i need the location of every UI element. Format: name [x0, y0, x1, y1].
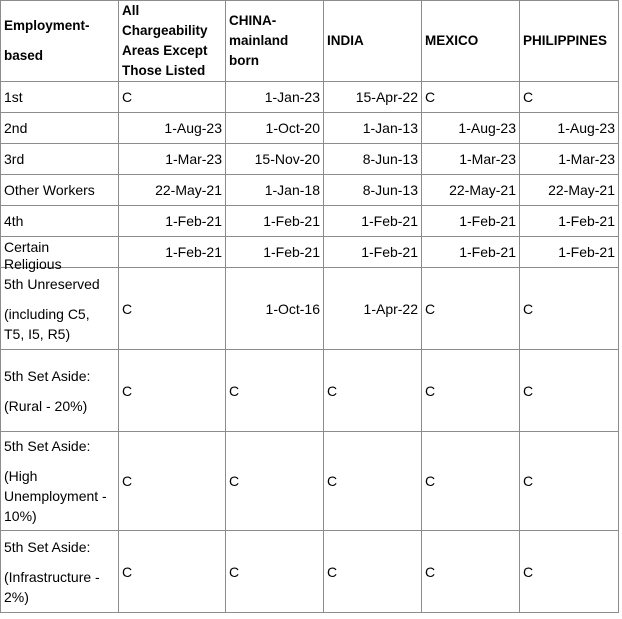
- cell-china: 1-Oct-20: [226, 113, 324, 144]
- cell-philippines: 1-Aug-23: [520, 113, 619, 144]
- category-cell: 2nd: [1, 113, 119, 144]
- category-line1: 5th Set Aside:: [4, 367, 91, 384]
- table-row: [1, 206, 619, 237]
- table-row: [1, 432, 619, 531]
- cell-india: 8-Jun-13: [324, 144, 422, 175]
- category-line2: Religious: [4, 256, 62, 272]
- table-row: [1, 531, 619, 613]
- category-line3: T5, I5, R5): [4, 325, 71, 342]
- cell-china: 1-Feb-21: [226, 237, 324, 268]
- header-category-line1: Employment-: [4, 18, 90, 33]
- cell-china: C: [226, 531, 324, 613]
- header-row: [1, 1, 619, 82]
- cell-philippines: C: [520, 432, 619, 531]
- header-all-areas-line4: Those Listed: [122, 63, 206, 78]
- category-line3: Unemployment -: [4, 488, 107, 504]
- cell-india: C: [324, 531, 422, 613]
- cell-china: 1-Oct-16: [226, 268, 324, 350]
- cell-all-areas: C: [119, 531, 226, 613]
- header-all-areas-line2: Chargeability: [122, 23, 208, 38]
- cell-china: C: [226, 432, 324, 531]
- category-cell: Other Workers: [1, 175, 119, 206]
- header-philippines: PHILIPPINES: [520, 1, 619, 82]
- cell-india: 1-Apr-22: [324, 268, 422, 350]
- table-row: [1, 144, 619, 175]
- category-cell: [1, 268, 119, 350]
- header-all-areas-line1: All: [122, 3, 140, 18]
- table-row: [1, 175, 619, 206]
- cell-india: C: [324, 432, 422, 531]
- cell-all-areas: 1-Aug-23: [119, 113, 226, 144]
- category-line2: (including C5,: [4, 305, 90, 322]
- cell-china: 1-Feb-21: [226, 206, 324, 237]
- category-cell: 3rd: [1, 144, 119, 175]
- category-line2: (Infrastructure -: [4, 568, 100, 585]
- header-china: [226, 1, 324, 82]
- cell-mexico: C: [422, 350, 520, 432]
- cell-philippines: 22-May-21: [520, 175, 619, 206]
- table-row: [1, 82, 619, 113]
- category-line1: 5th Unreserved: [4, 275, 100, 292]
- table-row: [1, 237, 619, 268]
- cell-all-areas: 1-Feb-21: [119, 237, 226, 268]
- cell-mexico: C: [422, 432, 520, 531]
- header-category: [1, 1, 119, 82]
- cell-china: 1-Jan-23: [226, 82, 324, 113]
- cell-mexico: C: [422, 268, 520, 350]
- category-cell: [1, 432, 119, 531]
- cell-india: 1-Feb-21: [324, 237, 422, 268]
- category-clipped-text: [4, 239, 115, 272]
- cell-philippines: C: [520, 82, 619, 113]
- cell-philippines: 1-Mar-23: [520, 144, 619, 175]
- category-cell: [1, 531, 119, 613]
- category-line1: Certain: [4, 239, 50, 255]
- cell-india: 1-Feb-21: [324, 206, 422, 237]
- cell-mexico: 1-Feb-21: [422, 237, 520, 268]
- cell-mexico: 1-Aug-23: [422, 113, 520, 144]
- header-all-areas: [119, 1, 226, 82]
- cell-mexico: 22-May-21: [422, 175, 520, 206]
- header-china-line1: CHINA-: [229, 13, 277, 28]
- cell-all-areas: 1-Mar-23: [119, 144, 226, 175]
- cell-india: 1-Jan-13: [324, 113, 422, 144]
- table-row: [1, 268, 619, 350]
- cell-mexico: C: [422, 531, 520, 613]
- cell-philippines: C: [520, 268, 619, 350]
- cell-all-areas: C: [119, 350, 226, 432]
- category-cell: 4th: [1, 206, 119, 237]
- cell-philippines: 1-Feb-21: [520, 237, 619, 268]
- cell-philippines: C: [520, 531, 619, 613]
- cell-all-areas: C: [119, 268, 226, 350]
- cell-philippines: C: [520, 350, 619, 432]
- cell-all-areas: 1-Feb-21: [119, 206, 226, 237]
- cell-philippines: 1-Feb-21: [520, 206, 619, 237]
- category-line1: 5th Set Aside:: [4, 538, 91, 555]
- category-cell: 1st: [1, 82, 119, 113]
- category-line2: (High: [4, 468, 38, 484]
- cell-all-areas: 22-May-21: [119, 175, 226, 206]
- table-row: [1, 350, 619, 432]
- category-line1: 5th Set Aside:: [4, 438, 91, 454]
- cell-china: 15-Nov-20: [226, 144, 324, 175]
- category-line2: (Rural - 20%): [4, 397, 88, 414]
- cell-mexico: C: [422, 82, 520, 113]
- cell-india: 8-Jun-13: [324, 175, 422, 206]
- cell-mexico: 1-Feb-21: [422, 206, 520, 237]
- header-all-areas-line3: Areas Except: [122, 43, 208, 58]
- table-row: [1, 113, 619, 144]
- category-line4: 10%): [4, 508, 37, 524]
- category-line3: 2%): [4, 588, 29, 605]
- header-china-line2: mainland: [229, 33, 289, 48]
- cell-india: C: [324, 350, 422, 432]
- category-cell: [1, 350, 119, 432]
- cell-all-areas: C: [119, 432, 226, 531]
- cell-china: C: [226, 350, 324, 432]
- category-cell: [1, 237, 119, 272]
- cell-india: 15-Apr-22: [324, 82, 422, 113]
- header-mexico: MEXICO: [422, 1, 520, 82]
- header-china-line3: born: [229, 53, 259, 68]
- cell-all-areas: C: [119, 82, 226, 113]
- cell-china: 1-Jan-18: [226, 175, 324, 206]
- header-india: INDIA: [324, 1, 422, 82]
- header-category-line2: based: [4, 48, 44, 63]
- cell-mexico: 1-Mar-23: [422, 144, 520, 175]
